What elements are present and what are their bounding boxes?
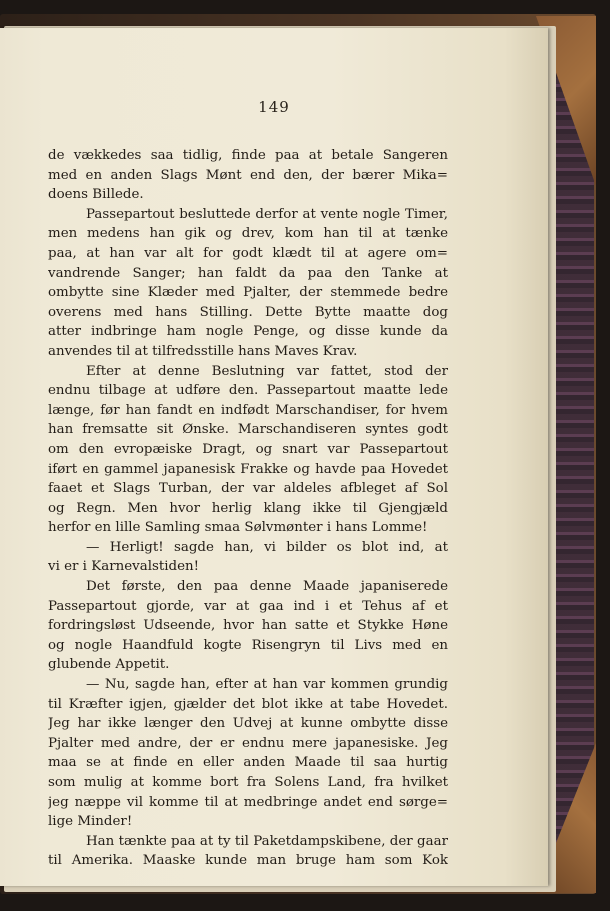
text-line: maa se at finde en eller anden Maade til saa hurtig [48,755,448,771]
text-line: længe, før han fandt en indfødt Marschandiser, for hvem [48,402,448,418]
text-line: glubende Appetit. [48,657,170,673]
text-line: fordringsløst Udseende, hvor han satte et Stykke Høne [48,618,448,634]
text-line: med en anden Slags Mønt end den, der bærer Mika= [48,167,448,183]
text-line: Det første, den paa denne Maade japaniserede [86,579,448,595]
text-line: paa, at han var alt for godt klædt til at agere om= [48,245,448,261]
text-line: lige Minder! [48,814,133,830]
text-line: vandrende Sanger; han faldt da paa den Tanke at [48,265,448,281]
text-line: han fremsatte sit Ønske. Marschandiseren syntes godt [48,422,448,438]
text-line: endnu tilbage at udføre den. Passepartout maatte lede [48,383,448,399]
body-text [48,146,448,871]
text-line: Passepartout gjorde, var at gaa ind i et Tehus af et [48,598,448,614]
text-line: Passepartout besluttede derfor at vente nogle Timer, [86,206,448,222]
text-line: — Herligt! sagde han, vi bilder os blot ind, at [86,539,448,555]
text-line: og Regn. Men hvor herlig klang ikke til Gjengjæld [48,500,448,516]
text-line: men medens han gik og drev, kom han til at tænke [48,226,448,242]
text-line: Han tænkte paa at ty til Paketdampskibene, der gaar [86,833,448,849]
text-line: de vækkedes saa tidlig, finde paa at betale Sangeren [48,148,448,163]
text-line: Jeg har ikke længer den Udvej at kunne ombytte disse [48,716,448,732]
page-number: 149 [258,98,290,116]
text-line: vi er i Karnevalstiden! [48,559,200,575]
text-line: Pjalter med andre, der er endnu mere japanesiske. Jeg [48,735,448,751]
text-line: til Amerika. Maaske kunde man bruge ham som Kok [48,853,448,869]
text-line: overens med hans Stilling. Dette Bytte maatte dog [48,304,448,320]
text-line: atter indbringe ham nogle Penge, og disse kunde da [48,324,448,340]
text-line: anvendes til at tilfredsstille hans Maves Krav. [48,343,358,359]
text-line: som mulig at komme bort fra Solens Land, fra hvilket [48,775,448,790]
text-line: til Kræfter igjen, gjælder det blot ikke at tabe Hovedet. [48,696,448,712]
book-page [0,28,548,886]
text-line: herfor en lille Samling smaa Sølvmønter i hans Lomme! [48,520,428,536]
text-line: — Nu, sagde han, efter at han var kommen grundig [86,677,448,693]
text-line: doens Billede. [48,187,144,203]
text-line: og nogle Haandfuld kogte Risengryn til Livs med en [48,637,448,653]
text-line: Efter at denne Beslutning var fattet, stod der [86,363,448,379]
text-line: ombytte sine Klæder med Pjalter, der stemmede bedre [48,285,448,301]
text-line: om den evropæiske Dragt, og snart var Passepartout [48,441,448,457]
text-line: faaet et Slags Turban, der var aldeles afbleget af Sol [48,481,448,497]
text-line: jeg næppe vil komme til at medbringe andet end sørge= [48,794,448,810]
text-line: iført en gammel japanesisk Frakke og havde paa Hovedet [48,461,448,477]
